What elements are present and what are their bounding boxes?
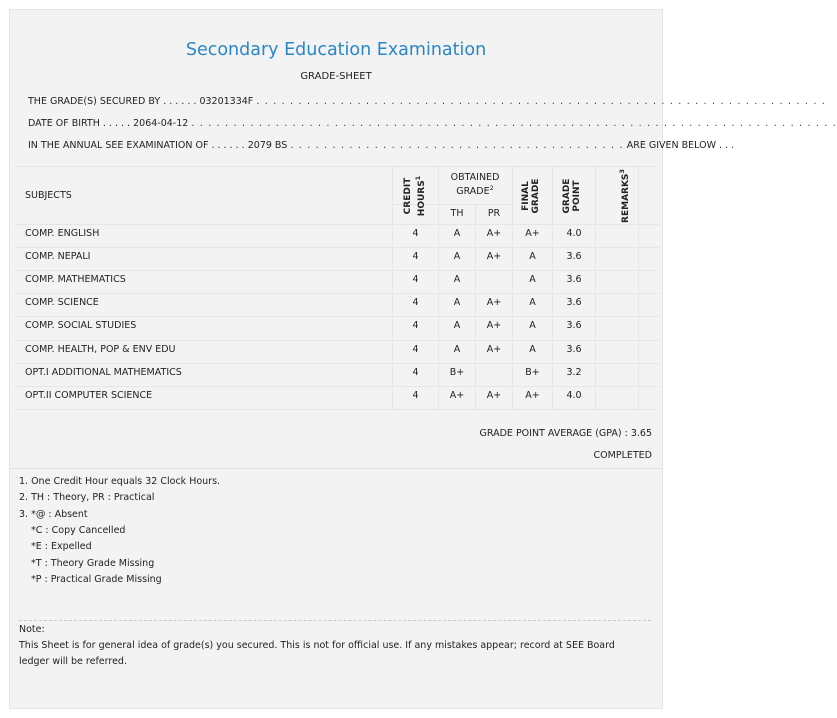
final-grade-cell: A [529, 297, 536, 308]
footnote-3: 3. *@ : Absent [19, 509, 88, 520]
info-line-exam [28, 140, 735, 151]
th-grade-cell: A [453, 320, 461, 331]
row-divider [15, 316, 659, 317]
grade-point-cell: 4.0 [566, 390, 582, 401]
subject-cell: COMP. MATHEMATICS [25, 274, 126, 285]
info-line-secured-by [28, 96, 826, 107]
th-grade-cell: B+ [449, 367, 465, 378]
footnote-expelled: *E : Expelled [31, 541, 92, 552]
credit-hours-line1: CREDIT [403, 177, 413, 215]
page-subtitle: GRADE-SHEET [300, 71, 372, 82]
row-divider [15, 386, 659, 387]
grade-point-cell: 3.6 [566, 344, 582, 355]
note-line-2: ledger will be referred. [19, 656, 127, 667]
exam-tail: ARE GIVEN BELOW . . . [626, 140, 735, 151]
final-grade-cell: A+ [525, 228, 540, 239]
th-grade-cell: A [453, 344, 461, 355]
remarks-label: REMARKS [621, 173, 631, 223]
subject-cell: COMP. NEPALI [25, 251, 91, 262]
note-divider [19, 620, 651, 621]
pr-grade-cell: A+ [486, 251, 502, 262]
th-grade-cell: A [453, 297, 461, 308]
header-th: TH [450, 208, 464, 219]
th-grade-cell: A+ [449, 390, 465, 401]
row-divider [15, 340, 659, 341]
pr-grade-cell: A+ [486, 228, 502, 239]
header-pr: PR [487, 208, 501, 219]
pr-grade-cell: A+ [486, 344, 502, 355]
credit-cell: 4 [412, 297, 419, 308]
footnote-copy-cancelled: *C : Copy Cancelled [31, 525, 126, 536]
grade-point-line1: GRADE [562, 178, 572, 214]
final-grade-line1: FINAL [521, 181, 531, 211]
credit-cell: 4 [412, 367, 419, 378]
dob-dots: . . . . . . . . . . . . . . . . . . . . . . . . . . . . . . . . . . . . . . . . . . . . . . . . . . . . . . . . . . . . . . . . . . . . . . . . . . . . . [191, 118, 837, 129]
dob-value: 2064-04-12 [133, 118, 189, 129]
footnote-1: 1. One Credit Hour equals 32 Clock Hours. [19, 476, 221, 487]
grade-point-cell: 3.6 [566, 320, 582, 331]
footnote-2: 2. TH : Theory, PR : Practical [19, 492, 155, 503]
credit-hours-line2: HOURS [417, 180, 427, 217]
credit-cell: 4 [412, 320, 419, 331]
grade-sheet-panel [9, 9, 837, 709]
header-credit-hours [403, 166, 425, 226]
symbol-number: 03201334F [199, 96, 254, 107]
subject-cell: OPT.I ADDITIONAL MATHEMATICS [25, 367, 182, 378]
grade-point-cell: 4.0 [566, 228, 582, 239]
th-grade-cell: A [453, 228, 461, 239]
subject-cell: COMP. SOCIAL STUDIES [25, 320, 137, 331]
footnote-practical-missing: *P : Practical Grade Missing [31, 574, 162, 585]
obtained-grade-label: GRADE [456, 186, 490, 198]
table-bottom-border [15, 409, 659, 410]
obtained-grade-sup: 2 [489, 184, 494, 192]
gpa-summary: GRADE POINT AVERAGE (GPA) : 3.65 [479, 428, 652, 439]
pr-grade-cell: A+ [486, 390, 502, 401]
grade-point-cell: 3.6 [566, 251, 582, 262]
subject-cell: COMP. SCIENCE [25, 297, 99, 308]
secured-by-label: THE GRADE(S) SECURED BY . . . . . . [28, 96, 197, 107]
grade-point-cell: 3.2 [566, 367, 582, 378]
note-label: Note: [19, 624, 45, 635]
final-grade-cell: A [529, 251, 536, 262]
note-line-1: This Sheet is for general idea of grade(s) you secured. This is not for official use. If any mistakes appear; record at SEE Board [19, 640, 615, 651]
header-obtained-grade-line2 [439, 184, 511, 197]
header-subjects: SUBJECTS [25, 190, 72, 201]
credit-cell: 4 [412, 228, 419, 239]
row-divider [15, 270, 659, 271]
subject-cell: OPT.II COMPUTER SCIENCE [25, 390, 153, 401]
col-divider-remarks [595, 166, 596, 409]
subject-cell: COMP. ENGLISH [25, 228, 100, 239]
final-grade-cell: A [529, 274, 536, 285]
summary-divider [10, 468, 662, 469]
final-grade-line2: GRADE [531, 178, 541, 214]
final-grade-cell: A [529, 320, 536, 331]
info-line-dob [28, 118, 837, 129]
final-grade-cell: A [529, 344, 536, 355]
row-divider [15, 363, 659, 364]
result-status: COMPLETED [593, 450, 652, 461]
header-final-grade [521, 166, 543, 226]
footnote-theory-missing: *T : Theory Grade Missing [31, 558, 155, 569]
pr-grade-cell: A+ [486, 320, 502, 331]
grade-point-cell: 3.6 [566, 297, 582, 308]
secured-by-dots: . . . . . . . . . . . . . . . . . . . . . . . . . . . . . . . . . . . . . . . . . . . . . . . . . . . . . . . . . . . . . . . . . . . . [256, 96, 826, 107]
row-divider [15, 247, 659, 248]
grade-point-cell: 3.6 [566, 274, 582, 285]
dob-label: DATE OF BIRTH . . . . . [28, 118, 131, 129]
exam-year: 2079 BS [247, 140, 288, 151]
final-grade-cell: B+ [525, 367, 540, 378]
col-divider-right [638, 166, 639, 409]
credit-cell: 4 [412, 390, 419, 401]
remarks-sup: 3 [618, 169, 626, 174]
credit-cell: 4 [412, 344, 419, 355]
header-grade-point [562, 166, 584, 226]
subject-cell: COMP. HEALTH, POP & ENV EDU [25, 344, 176, 355]
header-obtained-grade-line1: OBTAINED [450, 172, 500, 183]
exam-label: IN THE ANNUAL SEE EXAMINATION OF . . . . . . [28, 140, 245, 151]
credit-cell: 4 [412, 274, 419, 285]
exam-dots: . . . . . . . . . . . . . . . . . . . . . . . . . . . . . . . . . . . . . . . . [290, 140, 624, 151]
page-title: Secondary Education Examination [185, 40, 487, 60]
th-grade-cell: A [453, 251, 461, 262]
th-grade-cell: A [453, 274, 461, 285]
final-grade-cell: A+ [525, 390, 540, 401]
credit-hours-sup: 1 [414, 175, 422, 181]
header-remarks [611, 166, 633, 226]
credit-cell: 4 [412, 251, 419, 262]
row-divider [15, 293, 659, 294]
pr-grade-cell: A+ [486, 297, 502, 308]
grade-point-line2: POINT [572, 180, 582, 212]
